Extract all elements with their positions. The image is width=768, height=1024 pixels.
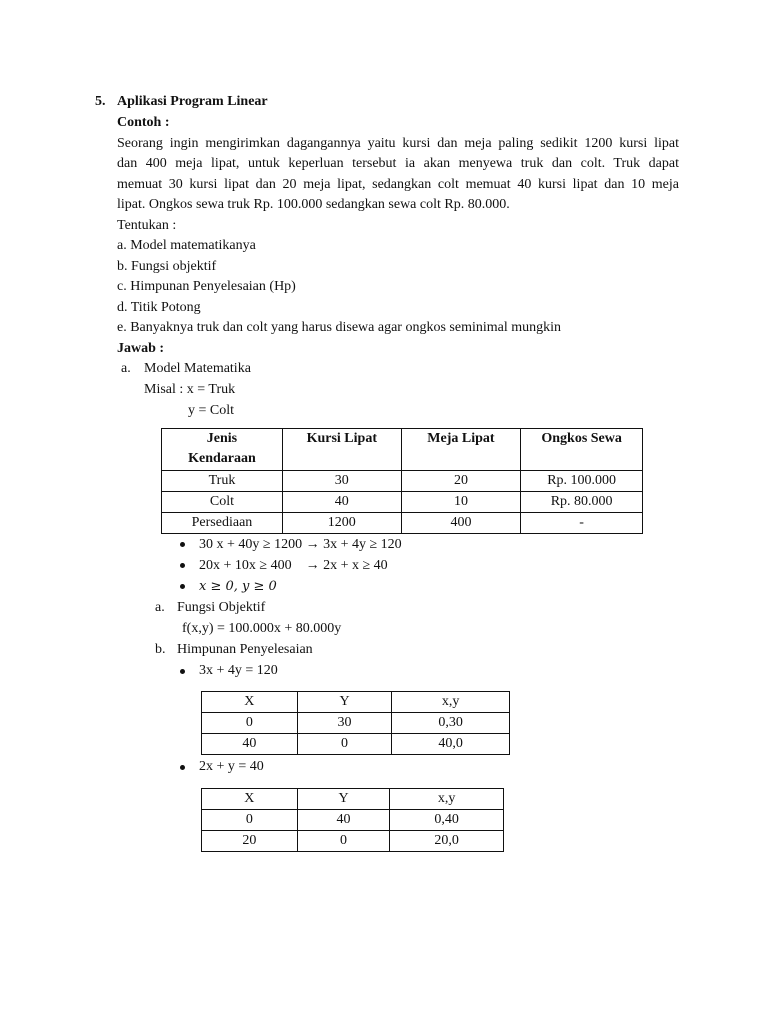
table-cell: 20	[401, 471, 521, 492]
table-cell: 1200	[282, 513, 401, 534]
table-cell: 0	[297, 734, 392, 755]
table-row	[162, 471, 643, 492]
misal-line: y = Colt	[188, 403, 235, 418]
bullet-icon	[180, 563, 185, 568]
table-cell: Y	[297, 789, 390, 810]
table-header-cell: Meja Lipat	[401, 429, 521, 471]
section-title: Aplikasi Program Linear	[117, 94, 268, 109]
table-cell: 40,0	[392, 734, 510, 755]
hp-title: Himpunan Penyelesaian	[177, 642, 313, 657]
table-cell: Persediaan	[162, 513, 283, 534]
vehicle-table	[161, 428, 643, 534]
table-cell: Rp. 100.000	[521, 471, 643, 492]
table-header-cell: Kursi Lipat	[282, 429, 401, 471]
table-cell: 20	[202, 831, 298, 852]
table-row	[202, 810, 504, 831]
table-cell: 0	[297, 831, 390, 852]
tasks-label: Tentukan :	[117, 218, 177, 233]
table-cell: 0	[202, 810, 298, 831]
problem-line: Seorang ingin mengirimkan dagangannya yaitu kursi dan meja paling sedikit 1200 kursi lipat	[117, 136, 679, 151]
section-a-title: Model Matematika	[144, 361, 251, 376]
table-cell: 30	[297, 713, 392, 734]
section-number: 5.	[95, 94, 106, 109]
table-row	[162, 513, 643, 534]
task-item: a. Model matematikanya	[117, 238, 256, 253]
bullet-icon	[180, 542, 185, 547]
misal-line: Misal : x = Truk	[144, 382, 236, 397]
line2-table	[201, 788, 504, 852]
bullet-icon	[180, 765, 185, 770]
task-item: d. Titik Potong	[117, 300, 201, 315]
table-cell: 0,40	[390, 810, 504, 831]
task-item: b. Fungsi objektif	[117, 259, 217, 274]
table-cell: -	[521, 513, 643, 534]
table-cell: 40	[202, 734, 298, 755]
table-header-row	[202, 789, 504, 810]
table-row	[202, 831, 504, 852]
table-row	[162, 492, 643, 513]
bullet-icon	[180, 584, 185, 589]
table-cell: 40	[297, 810, 390, 831]
problem-line: dan 400 meja lipat, untuk keperluan tersebut ia akan menyewa truk dan colt. Truk dapat	[117, 156, 679, 171]
table-cell: 20,0	[390, 831, 504, 852]
problem-line: memuat 30 kursi lipat dan 20 meja lipat, sedangkan colt memuat 40 kursi lipat dan 10 meja	[117, 177, 679, 192]
hp-marker: b.	[155, 642, 166, 657]
table-cell: X	[202, 692, 298, 713]
table-cell: x,y	[392, 692, 510, 713]
line2-equation: 2x + y = 40	[199, 759, 264, 774]
objective-title: Fungsi Objektif	[177, 600, 266, 615]
table-cell: Rp. 80.000	[521, 492, 643, 513]
objective-marker: a.	[155, 600, 165, 615]
problem-line: lipat. Ongkos sewa truk Rp. 100.000 sedangkan sewa colt Rp. 80.000.	[117, 197, 510, 212]
bullet-icon	[180, 669, 185, 674]
answer-label: Jawab :	[117, 341, 165, 356]
table-cell: Colt	[162, 492, 283, 513]
table-header-row	[202, 692, 510, 713]
table-row	[202, 734, 510, 755]
table-cell: Y	[297, 692, 392, 713]
table-cell: 0,30	[392, 713, 510, 734]
objective-formula: f(x,y) = 100.000x + 80.000y	[182, 621, 342, 636]
table-cell: 0	[202, 713, 298, 734]
table-header-cell: Jenis Kendaraan	[162, 429, 283, 471]
constraint-item: x ≥ 0, y ≥ 0	[199, 579, 277, 594]
table-cell: x,y	[390, 789, 504, 810]
line1-equation: 3x + 4y = 120	[199, 663, 278, 678]
line1-table	[201, 691, 510, 755]
table-cell: 400	[401, 513, 521, 534]
example-label: Contoh :	[117, 115, 170, 130]
section-a-marker: a.	[121, 361, 131, 376]
task-item: c. Himpunan Penyelesaian (Hp)	[117, 279, 296, 294]
constraint-item: 30 x + 40y ≥ 1200 → 3x + 4y ≥ 120	[199, 537, 402, 552]
table-cell: 30	[282, 471, 401, 492]
table-cell: 40	[282, 492, 401, 513]
table-row	[202, 713, 510, 734]
table-header-row	[162, 429, 643, 471]
table-cell: 10	[401, 492, 521, 513]
table-cell: Truk	[162, 471, 283, 492]
table-cell: X	[202, 789, 298, 810]
task-item: e. Banyaknya truk dan colt yang harus disewa agar ongkos seminimal mungkin	[117, 320, 562, 335]
table-header-cell: Ongkos Sewa	[521, 429, 643, 471]
constraint-item: 20x + 10x ≥ 400 → 2x + x ≥ 40	[199, 558, 388, 573]
